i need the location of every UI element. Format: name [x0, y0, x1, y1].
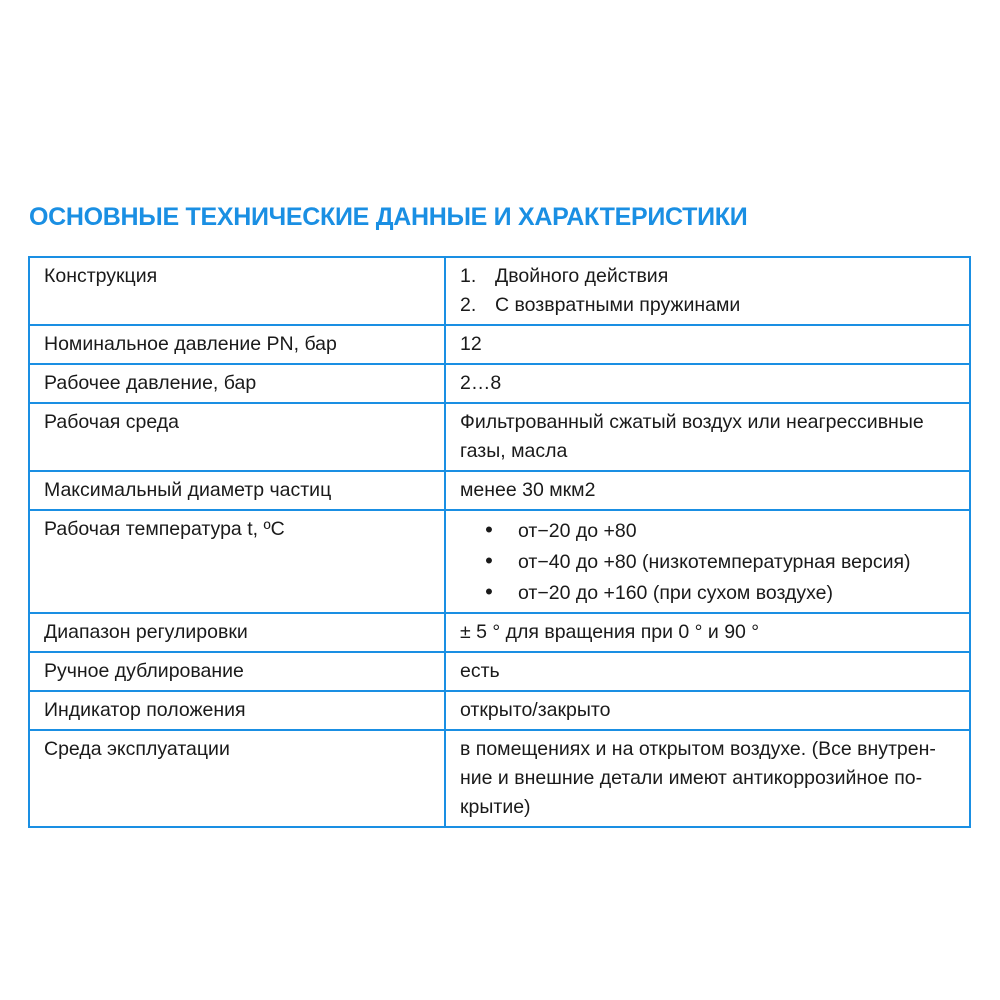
row-value — [445, 403, 970, 471]
bullet-icon: • — [485, 517, 493, 542]
row-label: Максимальный диаметр частиц — [29, 471, 445, 510]
bulleted-list-item — [460, 515, 957, 546]
table-row-particle-diameter — [29, 471, 970, 510]
list-item-text: от−40 до +80 (низкотемпературная версия) — [518, 551, 911, 573]
list-item-text: С возвратными пружинами — [495, 294, 741, 316]
table-row-construction — [29, 257, 970, 325]
row-label: Рабочая среда — [29, 403, 445, 471]
list-number: 1. — [460, 265, 477, 287]
page-title: ОСНОВНЫЕ ТЕХНИЧЕСКИЕ ДАННЫЕ И ХАРАКТЕРИСТИКИ — [29, 203, 748, 231]
list-number: 2. — [460, 294, 477, 316]
table-row-position-indicator — [29, 691, 970, 730]
table-row-working-medium — [29, 403, 970, 471]
table-row-working-temperature — [29, 510, 970, 613]
row-label: Номинальное давление PN, бар — [29, 325, 445, 364]
table-row-working-pressure — [29, 364, 970, 403]
value-line: крытие) — [460, 796, 531, 818]
table-row-operating-environment — [29, 730, 970, 827]
bullet-icon: • — [485, 548, 493, 573]
row-value: менее 30 мкм2 — [445, 471, 970, 510]
row-value: 12 — [445, 325, 970, 364]
numbered-list-item — [460, 262, 957, 291]
row-label: Конструкция — [29, 257, 445, 325]
table-row-manual-override — [29, 652, 970, 691]
row-label: Ручное дублирование — [29, 652, 445, 691]
value-line: газы, масла — [460, 440, 568, 462]
row-value: есть — [445, 652, 970, 691]
list-item-text: Двойного действия — [495, 265, 669, 287]
value-line: Фильтрованный сжатый воздух или неагрессивные — [460, 411, 924, 433]
table-row-nominal-pressure — [29, 325, 970, 364]
row-value: ± 5 ° для вращения при 0 ° и 90 ° — [445, 613, 970, 652]
row-label: Диапазон регулировки — [29, 613, 445, 652]
specifications-table — [28, 256, 971, 828]
list-item-text: от−20 до +80 — [518, 520, 637, 542]
row-value: открыто/закрыто — [445, 691, 970, 730]
row-value: 2…8 — [445, 364, 970, 403]
table-row-adjustment-range — [29, 613, 970, 652]
row-label: Индикатор положения — [29, 691, 445, 730]
list-item-text: от−20 до +160 (при сухом воздухе) — [518, 582, 834, 604]
value-line: ние и внешние детали имеют антикоррозийное по- — [460, 767, 923, 789]
bulleted-list-item — [460, 546, 957, 577]
row-label: Среда эксплуатации — [29, 730, 445, 827]
bulleted-list-item — [460, 577, 957, 608]
row-label: Рабочая температура t, ºC — [29, 510, 445, 613]
row-label: Рабочее давление, бар — [29, 364, 445, 403]
value-line: в помещениях и на открытом воздухе. (Все внутрен- — [460, 738, 936, 760]
numbered-list-item — [460, 291, 957, 320]
row-value — [445, 257, 970, 325]
row-value — [445, 730, 970, 827]
bullet-icon: • — [485, 579, 493, 604]
row-value — [445, 510, 970, 613]
